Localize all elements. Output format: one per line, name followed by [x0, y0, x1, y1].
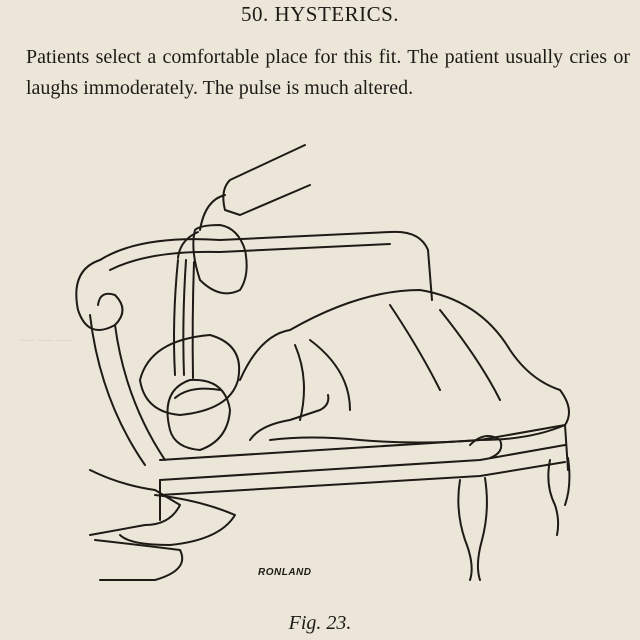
sofa-leg-front — [458, 478, 487, 580]
sofa-arm — [76, 260, 122, 330]
pouring-arm — [223, 145, 310, 215]
bleed-through-text: ― ― ― — [20, 332, 73, 348]
sofa-back — [100, 232, 432, 300]
pillow — [140, 335, 239, 415]
water-stream — [174, 260, 194, 378]
page-heading: 50. HYSTERICS. — [240, 2, 400, 26]
sofa-leg-right — [548, 458, 569, 535]
engraver-signature: RONLAND — [258, 567, 312, 578]
figure-caption: Fig. 23. — [288, 612, 352, 634]
hysterics-illustration — [60, 140, 590, 600]
body-paragraph: Patients select a comfortable place for this fit. The patient usually cries or laughs immoderately. The pulse is much altered. — [26, 46, 630, 99]
water-jug — [193, 225, 246, 293]
